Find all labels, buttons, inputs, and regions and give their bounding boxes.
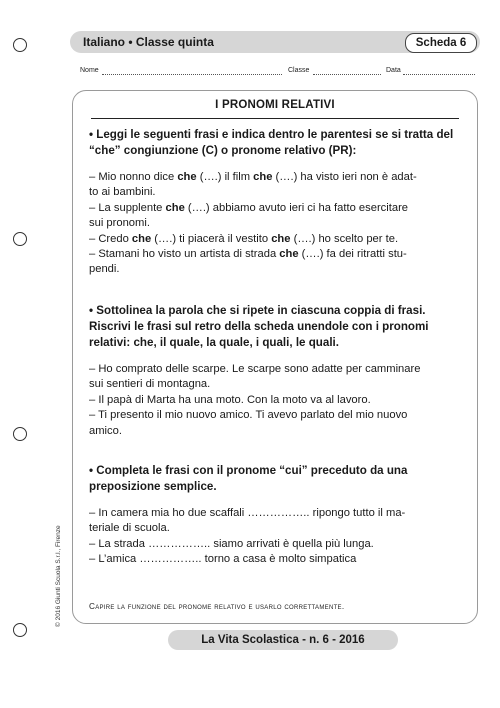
learning-objective: Capire la funzione del pronome relativo e usarlo correttamente.: [89, 602, 345, 611]
sentence-line: – In camera mia ho due scaffali …………….. ripongo tutto il ma-: [89, 507, 406, 519]
sentence-line: – Ho comprato delle scarpe. Le scarpe sono adatte per camminare: [89, 363, 421, 375]
footer-publication: La Vita Scolastica - n. 6 - 2016: [168, 630, 398, 650]
sentence-text: – Mio nonno dice: [89, 171, 178, 183]
sentence-text: – Credo: [89, 232, 132, 245]
student-info-line: [80, 67, 480, 79]
sentence-text: (….) ti piacerà il vestito: [151, 232, 272, 245]
sentence-text: (….) il film: [196, 171, 254, 183]
date-field[interactable]: [403, 73, 475, 75]
worksheet-title: I PRONOMI RELATIVI: [215, 99, 335, 111]
exercise-1-sentences: [89, 170, 463, 278]
sentence-line: sui sentieri di montagna.: [89, 378, 211, 391]
binder-hole: [13, 623, 27, 637]
header-bar: [70, 31, 480, 53]
keyword-che: che: [165, 201, 185, 214]
sentence-line: [89, 232, 463, 247]
sentence-line: [89, 262, 463, 277]
sentence-text: – Stamani ho visto un artista di strada: [89, 248, 280, 261]
exercise-3-sentences: [89, 506, 463, 568]
worksheet-box: [72, 90, 478, 624]
sentence-line: – L’amica …………….. torno a casa è molto simpatica: [89, 553, 357, 566]
class-label: Classe: [288, 67, 310, 74]
sentence-text: (….) fa dei ritratti stu-: [298, 248, 407, 261]
sentence-text: sui pronomi.: [89, 217, 150, 230]
keyword-che: che: [271, 232, 291, 245]
exercise-2-instruction: • Sottolinea la parola che si ripete in ciascuna coppia di frasi. Riscrivi le frasi sul retro della scheda unendole con i pronomi relativi: che, il quale, la quale, i quali, le quali.: [89, 304, 429, 349]
copyright-notice: © 2016 Giunti Scuola S.r.l., Firenze: [55, 525, 62, 627]
exercise-3: [89, 463, 463, 568]
exercise-2-sentences: [89, 362, 463, 439]
sentence-line: – Ti presento il mio nuovo amico. Ti avevo parlato del mio nuovo: [89, 409, 408, 422]
class-field[interactable]: [313, 73, 381, 75]
title-divider: [91, 118, 459, 119]
sentence-line: – Il papà di Marta ha una moto. Con la moto va al lavoro.: [89, 393, 371, 406]
sentence-text: – La supplente: [89, 201, 166, 214]
name-label: Nome: [80, 67, 99, 74]
sentence-line: [89, 170, 463, 185]
exercise-1: [89, 127, 463, 278]
exercise-3-instruction: • Completa le frasi con il pronome “cui” preceduto da una preposizione semplice.: [89, 464, 408, 493]
keyword-che: che: [279, 248, 299, 261]
date-label: Data: [386, 67, 401, 74]
subject-label: Italiano • Classe quinta: [83, 35, 214, 49]
sentence-text: pendi.: [89, 263, 120, 276]
sentence-line: [89, 216, 463, 231]
sentence-line: amico.: [89, 424, 122, 437]
sentence-line: [89, 201, 463, 216]
sentence-text: (….) ha visto ieri non è adat-: [272, 171, 417, 183]
sentence-text: (….) ho scelto per te.: [290, 232, 399, 245]
exercise-1-instruction: • Leggi le seguenti frasi e indica dentro le parentesi se si tratta del “che” congiunzione (C) o pronome relativo (PR):: [89, 128, 454, 157]
sentence-line: [89, 185, 463, 200]
keyword-che: che: [177, 171, 197, 183]
binder-hole: [13, 427, 27, 441]
exercise-2: [89, 303, 463, 439]
sentence-line: teriale di scuola.: [89, 522, 170, 535]
worksheet-badge: Scheda 6: [405, 33, 477, 53]
keyword-che: che: [131, 232, 152, 245]
binder-hole: [13, 232, 27, 246]
binder-hole: [13, 38, 27, 52]
sentence-line: [89, 247, 463, 262]
name-field[interactable]: [102, 73, 282, 75]
sentence-line: – La strada …………….. siamo arrivati è quella più lunga.: [89, 537, 374, 550]
keyword-che: che: [253, 171, 273, 183]
sentence-text: (….) abbiamo avuto ieri ci ha fatto esercitare: [184, 201, 409, 214]
sentence-text: to ai bambini.: [89, 186, 156, 199]
